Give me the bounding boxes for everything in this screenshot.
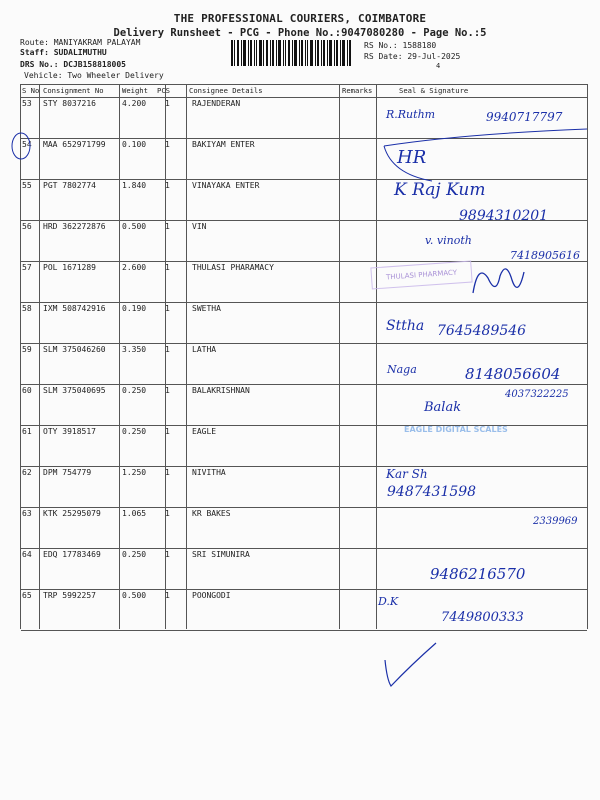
cell-pcs: 1: [165, 263, 170, 272]
cell-consignee: SRI SIMUNIRA: [192, 550, 250, 559]
cell-sno: 54: [22, 140, 32, 149]
cell-consignee: KR BAKES: [192, 509, 231, 518]
rs-date: RS Date: 29-Jul-2025: [364, 52, 461, 61]
cell-weight: 1.250: [122, 468, 147, 477]
cell-consignee: THULASI PHARAMACY: [192, 263, 274, 272]
rs-number: RS No.: 1588180: [364, 41, 437, 50]
vehicle-text: Vehicle: Two Wheeler Delivery: [24, 71, 164, 80]
cell-consignment: OTY 3918517: [43, 427, 96, 436]
handwritten-name: Kar Sh: [386, 467, 428, 481]
document-title: THE PROFESSIONAL COURIERS, COIMBATORE: [173, 12, 427, 25]
document-subtitle: Delivery Runsheet - PCG - Phone No.:9047080280 - Page No.:5: [113, 27, 487, 39]
handwritten-signature: HR: [397, 147, 427, 168]
col-pcs: PCS: [157, 86, 170, 95]
cell-weight: 0.500: [122, 222, 147, 231]
cell-pcs: 1: [165, 468, 170, 477]
handwritten-phone: 9894310201: [459, 208, 549, 224]
cell-pcs: 1: [165, 509, 170, 518]
page-mark: 4: [436, 62, 441, 70]
drs-number: DRS No.: DCJB158818005: [20, 60, 126, 69]
cell-consignee: BAKIYAM ENTER: [192, 140, 255, 149]
cell-pcs: 1: [165, 591, 170, 600]
handwritten-signature: K Raj Kum: [394, 180, 486, 200]
table-row: [21, 507, 587, 549]
cell-consignment: POL 1671289: [43, 263, 96, 272]
cell-consignee: VINAYAKA ENTER: [192, 181, 260, 190]
handwritten-phone: 9940717797: [486, 110, 563, 124]
cell-sno: 60: [22, 386, 32, 395]
handwritten-phone: 7449800333: [441, 610, 524, 625]
cell-weight: 0.500: [122, 591, 147, 600]
cell-pcs: 1: [165, 427, 170, 436]
cell-sno: 62: [22, 468, 32, 477]
cell-weight: 0.100: [122, 140, 147, 149]
cell-pcs: 1: [165, 222, 170, 231]
cell-weight: 4.200: [122, 99, 147, 108]
cell-weight: 0.250: [122, 427, 147, 436]
cell-consignment: IXM 508742916: [43, 304, 106, 313]
cell-weight: 1.065: [122, 509, 147, 518]
handwritten-signature: Sttha: [386, 318, 425, 334]
cell-sno: 58: [22, 304, 32, 313]
cell-consignee: SWETHA: [192, 304, 221, 313]
handwritten-phone: 8148056604: [465, 365, 561, 383]
eagle-stamp: EAGLE DIGITAL SCALES: [404, 425, 508, 434]
cell-sno: 61: [22, 427, 32, 436]
cell-consignment: MAA 652971799: [43, 140, 106, 149]
cell-consignee: POONGODI: [192, 591, 231, 600]
staff-text: Staff: SUDALIMUTHU: [20, 48, 107, 57]
cell-consignment: SLM 375040695: [43, 386, 106, 395]
cell-sno: 56: [22, 222, 32, 231]
handwritten-name: Balak: [424, 400, 462, 415]
cell-consignment: TRP 5992257: [43, 591, 96, 600]
cell-consignment: PGT 7802774: [43, 181, 96, 190]
signature-scribble: [468, 258, 528, 302]
handwritten-name: v. vinoth: [425, 234, 472, 247]
cell-pcs: 1: [165, 386, 170, 395]
cell-consignee: NIVITHA: [192, 468, 226, 477]
cell-consignment: SLM 375046260: [43, 345, 106, 354]
table-row: [21, 384, 587, 426]
table-row: [21, 466, 587, 508]
route-text: Route: MANIYAKRAM PALAYAM: [20, 38, 141, 47]
col-consignee: Consignee Details: [189, 86, 263, 95]
cell-consignee: VIN: [192, 222, 207, 231]
handwritten-phone: 2339969: [533, 516, 578, 527]
cell-sno: 59: [22, 345, 32, 354]
handwritten-name: R.Ruthm: [386, 108, 436, 121]
handwritten-phone: 9487431598: [387, 484, 477, 500]
check-mark: [381, 640, 439, 690]
handwritten-name: D.K: [378, 595, 399, 608]
cell-weight: 0.250: [122, 386, 147, 395]
cell-weight: 0.190: [122, 304, 147, 313]
cell-consignment: HRD 362272876: [43, 222, 106, 231]
table-row: [21, 220, 587, 262]
handwritten-phone: 9486216570: [430, 565, 526, 583]
cell-pcs: 1: [165, 99, 170, 108]
handwritten-phone: 7418905616: [510, 249, 580, 262]
cell-consignment: STY 8037216: [43, 99, 96, 108]
col-sno: S No: [22, 86, 40, 95]
handwritten-phone: 7645489546: [437, 323, 527, 339]
cell-sno: 63: [22, 509, 32, 518]
cell-pcs: 1: [165, 181, 170, 190]
col-remarks: Remarks: [342, 86, 373, 95]
cell-sno: 55: [22, 181, 32, 190]
barcode-image: [231, 40, 352, 66]
cell-pcs: 1: [165, 304, 170, 313]
cell-sno: 65: [22, 591, 32, 600]
cell-pcs: 1: [165, 140, 170, 149]
cell-weight: 2.600: [122, 263, 147, 272]
cell-consignment: KTK 25295079: [43, 509, 101, 518]
circle-mark: [10, 131, 32, 161]
cell-weight: 1.840: [122, 181, 147, 190]
cell-consignment: EDQ 17783469: [43, 550, 101, 559]
cell-consignee: EAGLE: [192, 427, 217, 436]
handwritten-name: Naga: [387, 363, 417, 376]
col-seal: Seal & Signature: [399, 86, 469, 95]
cell-sno: 64: [22, 550, 32, 559]
cell-weight: 0.250: [122, 550, 147, 559]
cell-sno: 53: [22, 99, 32, 108]
cell-pcs: 1: [165, 345, 170, 354]
handwritten-phone: 4037322225: [505, 389, 569, 400]
cell-pcs: 1: [165, 550, 170, 559]
cell-consignee: RAJENDERAN: [192, 99, 241, 108]
cell-consignee: BALAKRISHNAN: [192, 386, 250, 395]
cell-consignment: DPM 754779: [43, 468, 92, 477]
col-weight: Weight: [122, 86, 148, 95]
col-consignment: Consignment No: [43, 86, 104, 95]
pharmacy-stamp: THULASI PHARMACY: [370, 260, 472, 289]
cell-sno: 57: [22, 263, 32, 272]
cell-consignee: LATHA: [192, 345, 217, 354]
cell-weight: 3.350: [122, 345, 147, 354]
